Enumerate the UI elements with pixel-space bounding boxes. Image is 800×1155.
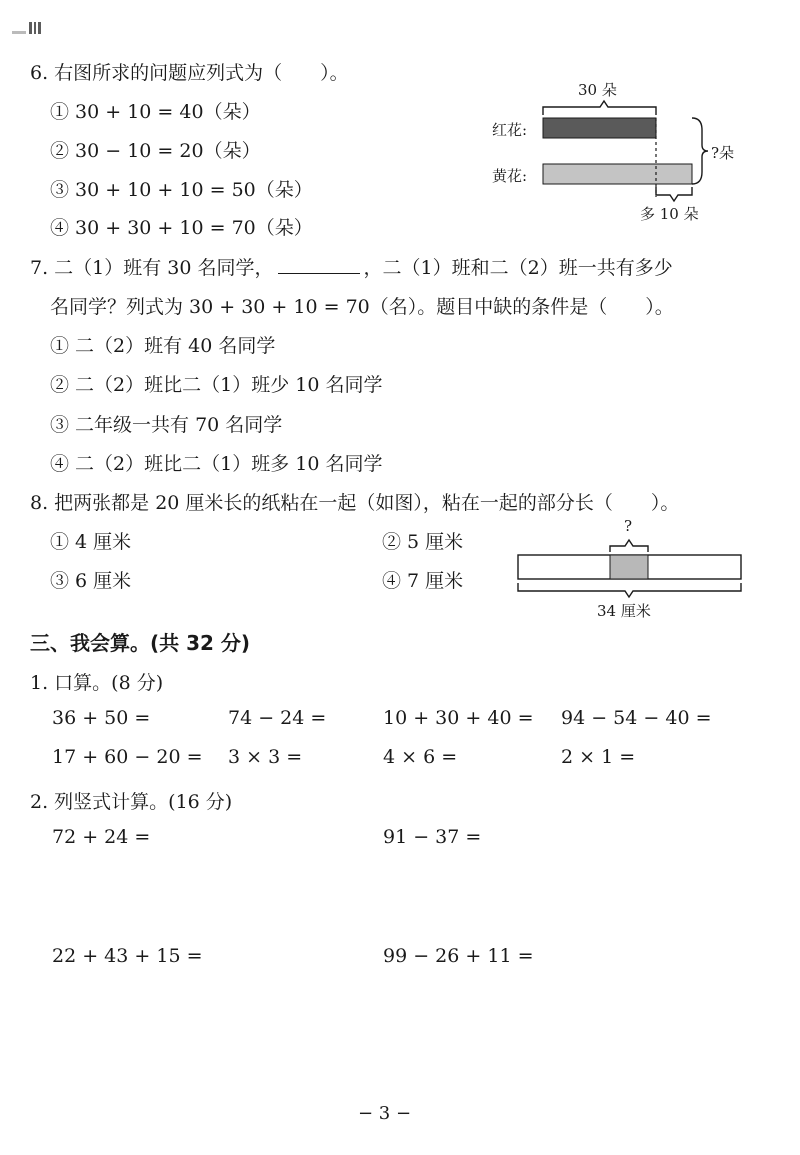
q6-stem: 6. 右图所求的问题应列式为（ ）。 [30,62,349,84]
q8-bottom-brace [518,583,741,597]
corner-qr-mark [12,22,50,44]
q6-right-brace [692,118,708,184]
q6-option-2: ② 30 − 10 = 20（朵） [50,140,261,162]
calc2-item-3: 22 + 43 + 15 = [52,945,203,967]
q6-option-3: ③ 30 + 10 + 10 = 50（朵） [50,179,313,201]
calc2-item-2: 91 − 37 = [383,826,482,848]
q8-option-2: ② 5 厘米 [382,531,464,553]
calc1-item-7: 4 × 6 = [383,746,458,768]
q6-more-label: 多 10 朵 [640,205,699,223]
q7-stem-part2: ，二（1）班和二（2）班一共有多少 [363,257,673,279]
qr-code-icon [29,22,41,34]
calc2-item-1: 72 + 24 = [52,826,151,848]
q8-stem: 8. 把两张都是 20 厘米长的纸粘在一起（如图），粘在一起的部分长（ ）。 [30,492,680,514]
q8-option-1: ① 4 厘米 [50,531,132,553]
q8-question-mark: ? [624,517,633,535]
q6-top-brace [543,101,656,115]
q6-red-bar [543,118,656,138]
q8-total-label: 34 厘米 [597,602,651,620]
calc1-item-5: 17 + 60 − 20 = [52,746,203,768]
q8-option-4: ④ 7 厘米 [382,570,464,592]
q6-yellow-label: 黄花: [492,167,528,185]
section3-heading: 三、我会算。(共 32 分) [30,631,251,655]
q6-bottom-brace [656,187,692,201]
q6-question-label: ?朵 [711,144,735,162]
q7-option-1: ① 二（2）班有 40 名同学 [50,335,276,357]
q6-red-label: 红花: [492,121,528,139]
calc1-item-8: 2 × 1 = [561,746,636,768]
q8-option-3: ③ 6 厘米 [50,570,132,592]
q7-stem-line1 [30,253,673,280]
calc1-title: 1. 口算。(8 分) [30,672,164,694]
q6-option-1: ① 30 + 10 = 40（朵） [50,101,261,123]
q8-top-brace [610,540,648,552]
q7-stem-line2: 名同学？列式为 30 + 30 + 10 = 70（名）。题目中缺的条件是（ ）。 [50,296,674,318]
calc1-item-1: 36 + 50 = [52,707,151,729]
calc2-title: 2. 列竖式计算。(16 分) [30,791,233,813]
q7-option-2: ② 二（2）班比二（1）班少 10 名同学 [50,374,383,396]
q7-option-4: ④ 二（2）班比二（1）班多 10 名同学 [50,453,383,475]
q8-paper-diagram [515,515,750,625]
q6-bar-diagram-graphic [480,75,780,225]
q7-stem-part1: 7. 二（1）班有 30 名同学， [30,257,274,279]
q7-option-3: ③ 二年级一共有 70 名同学 [50,414,283,436]
calc2-item-4: 99 − 26 + 11 = [383,945,534,967]
q8-overlap-region [610,555,648,579]
calc1-item-3: 10 + 30 + 40 = [383,707,534,729]
page-number: − 3 − [358,1103,412,1124]
calc1-item-4: 94 − 54 − 40 = [561,707,712,729]
q7-answer-blank[interactable] [278,255,360,274]
calc1-item-2: 74 − 24 = [228,707,327,729]
q6-bar-diagram [480,75,780,225]
calc1-item-6: 3 × 3 = [228,746,303,768]
q6-yellow-bar [543,164,692,184]
q6-top-label: 30 朵 [578,81,617,99]
q6-option-4: ④ 30 + 30 + 10 = 70（朵） [50,217,313,239]
